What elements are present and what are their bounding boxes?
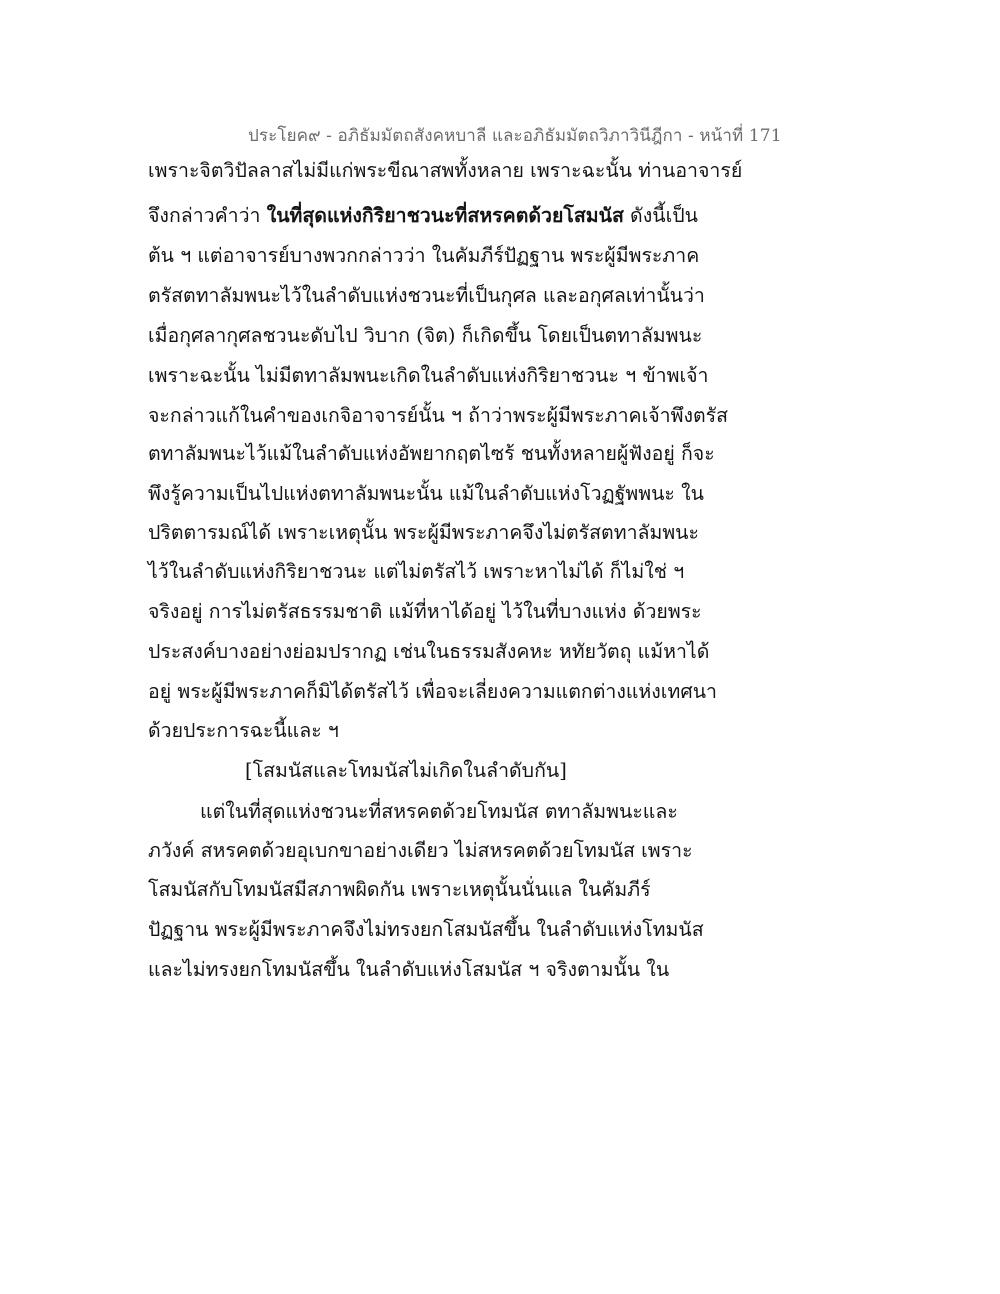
- text-line: ตรัสตทาลัมพนะไว้ในลำดับแห่งชวนะที่เป็นกุศล และอกุศลเท่านั้นว่า: [148, 284, 705, 307]
- text-line: ประสงค์บางอย่างย่อมปรากฏ เช่นในธรรมสังคหะ หทัยวัตถุ แม้หาได้: [148, 640, 710, 663]
- text-line: [148, 201, 728, 231]
- text-line: ต้น ฯ แต่อาจารย์บางพวกกล่าวว่า ในคัมภีร์ปัฏฐาน พระผู้มีพระภาค: [148, 244, 700, 267]
- text-line: จริงอยู่ การไม่ตรัสธรรมชาติ แม้ที่หาได้อยู่ ไว้ในที่บางแห่ง ด้วยพระ: [148, 600, 702, 623]
- text-line: ด้วยประการฉะนี้และ ฯ: [148, 719, 339, 742]
- text-line: เพราะจิตวิปัลลาสไม่มีแก่พระขีณาสพทั้งหลาย เพราะฉะนั้น ท่านอาจารย์: [148, 159, 743, 182]
- text-line: พึงรู้ความเป็นไปแห่งตทาลัมพนะนั้น แม้ในลำดับแห่งโวฏฐัพพนะ ใน: [148, 482, 704, 505]
- text-line: แต่ในที่สุดแห่งชวนะที่สหรคตด้วยโทมนัส ตทาลัมพนะและ: [200, 800, 678, 823]
- bold-phrase: ในที่สุดแห่งกิริยาชวนะที่สหรคตด้วยโสมนัส: [266, 204, 624, 227]
- text-line: ตทาลัมพนะไว้แม้ในลำดับแห่งอัพยากฤตไซร้ ชนทั้งหลายผู้ฟังอยู่ ก็จะ: [148, 442, 715, 465]
- text-line: ปริตตารมณ์ได้ เพราะเหตุนั้น พระผู้มีพระภาคจึงไม่ตรัสตทาลัมพนะ: [148, 521, 699, 544]
- text-line: เมื่อกุศลากุศลชวนะดับไป วิบาก (จิต) ก็เกิดขึ้น โดยเป็นตทาลัมพนะ: [148, 324, 703, 347]
- section-subheading: [โสมนัสและโทมนัสไม่เกิดในลำดับกัน]: [245, 759, 567, 782]
- text-line: โสมนัสกับโทมนัสมีสภาพผิดกัน เพราะเหตุนั้นนั่นแล ในคัมภีร์: [148, 878, 651, 901]
- text-line: และไม่ทรงยกโทมนัสขึ้น ในลำดับแห่งโสมนัส ฯ จริงตามนั้น ใน: [148, 958, 670, 981]
- running-header: ประโยค๙ - อภิธัมมัตถสังคหบาลี และอภิธัมมัตถวิภาวินีฎีกา - หน้าที่ 171: [248, 126, 782, 146]
- text-line: อยู่ พระผู้มีพระภาคก็มิได้ตรัสไว้ เพื่อจะเลี่ยงความแตกต่างแห่งเทศนา: [148, 680, 717, 703]
- text-segment: จึงกล่าวคำว่า: [148, 204, 267, 227]
- text-line: ปัฏฐาน พระผู้มีพระภาคจึงไม่ทรงยกโสมนัสขึ้น ในลำดับแห่งโทมนัส: [148, 918, 704, 941]
- text-line: จะกล่าวแก้ในคำของเกจิอาจารย์นั้น ฯ ถ้าว่าพระผู้มีพระภาคเจ้าพึงตรัส: [148, 404, 729, 427]
- text-line: ไว้ในลำดับแห่งกิริยาชวนะ แต่ไม่ตรัสไว้ เพราะหาไม่ได้ ก็ไม่ใช่ ฯ: [148, 560, 685, 583]
- text-line: เพราะฉะนั้น ไม่มีตทาลัมพนะเกิดในลำดับแห่งกิริยาชวนะ ฯ ข้าพเจ้า: [148, 364, 709, 387]
- text-segment: ดังนี้เป็น: [623, 204, 698, 227]
- text-line: ภวังค์ สหรคตด้วยอุเบกขาอย่างเดียว ไม่สหรคตด้วยโทมนัส เพราะ: [148, 839, 693, 862]
